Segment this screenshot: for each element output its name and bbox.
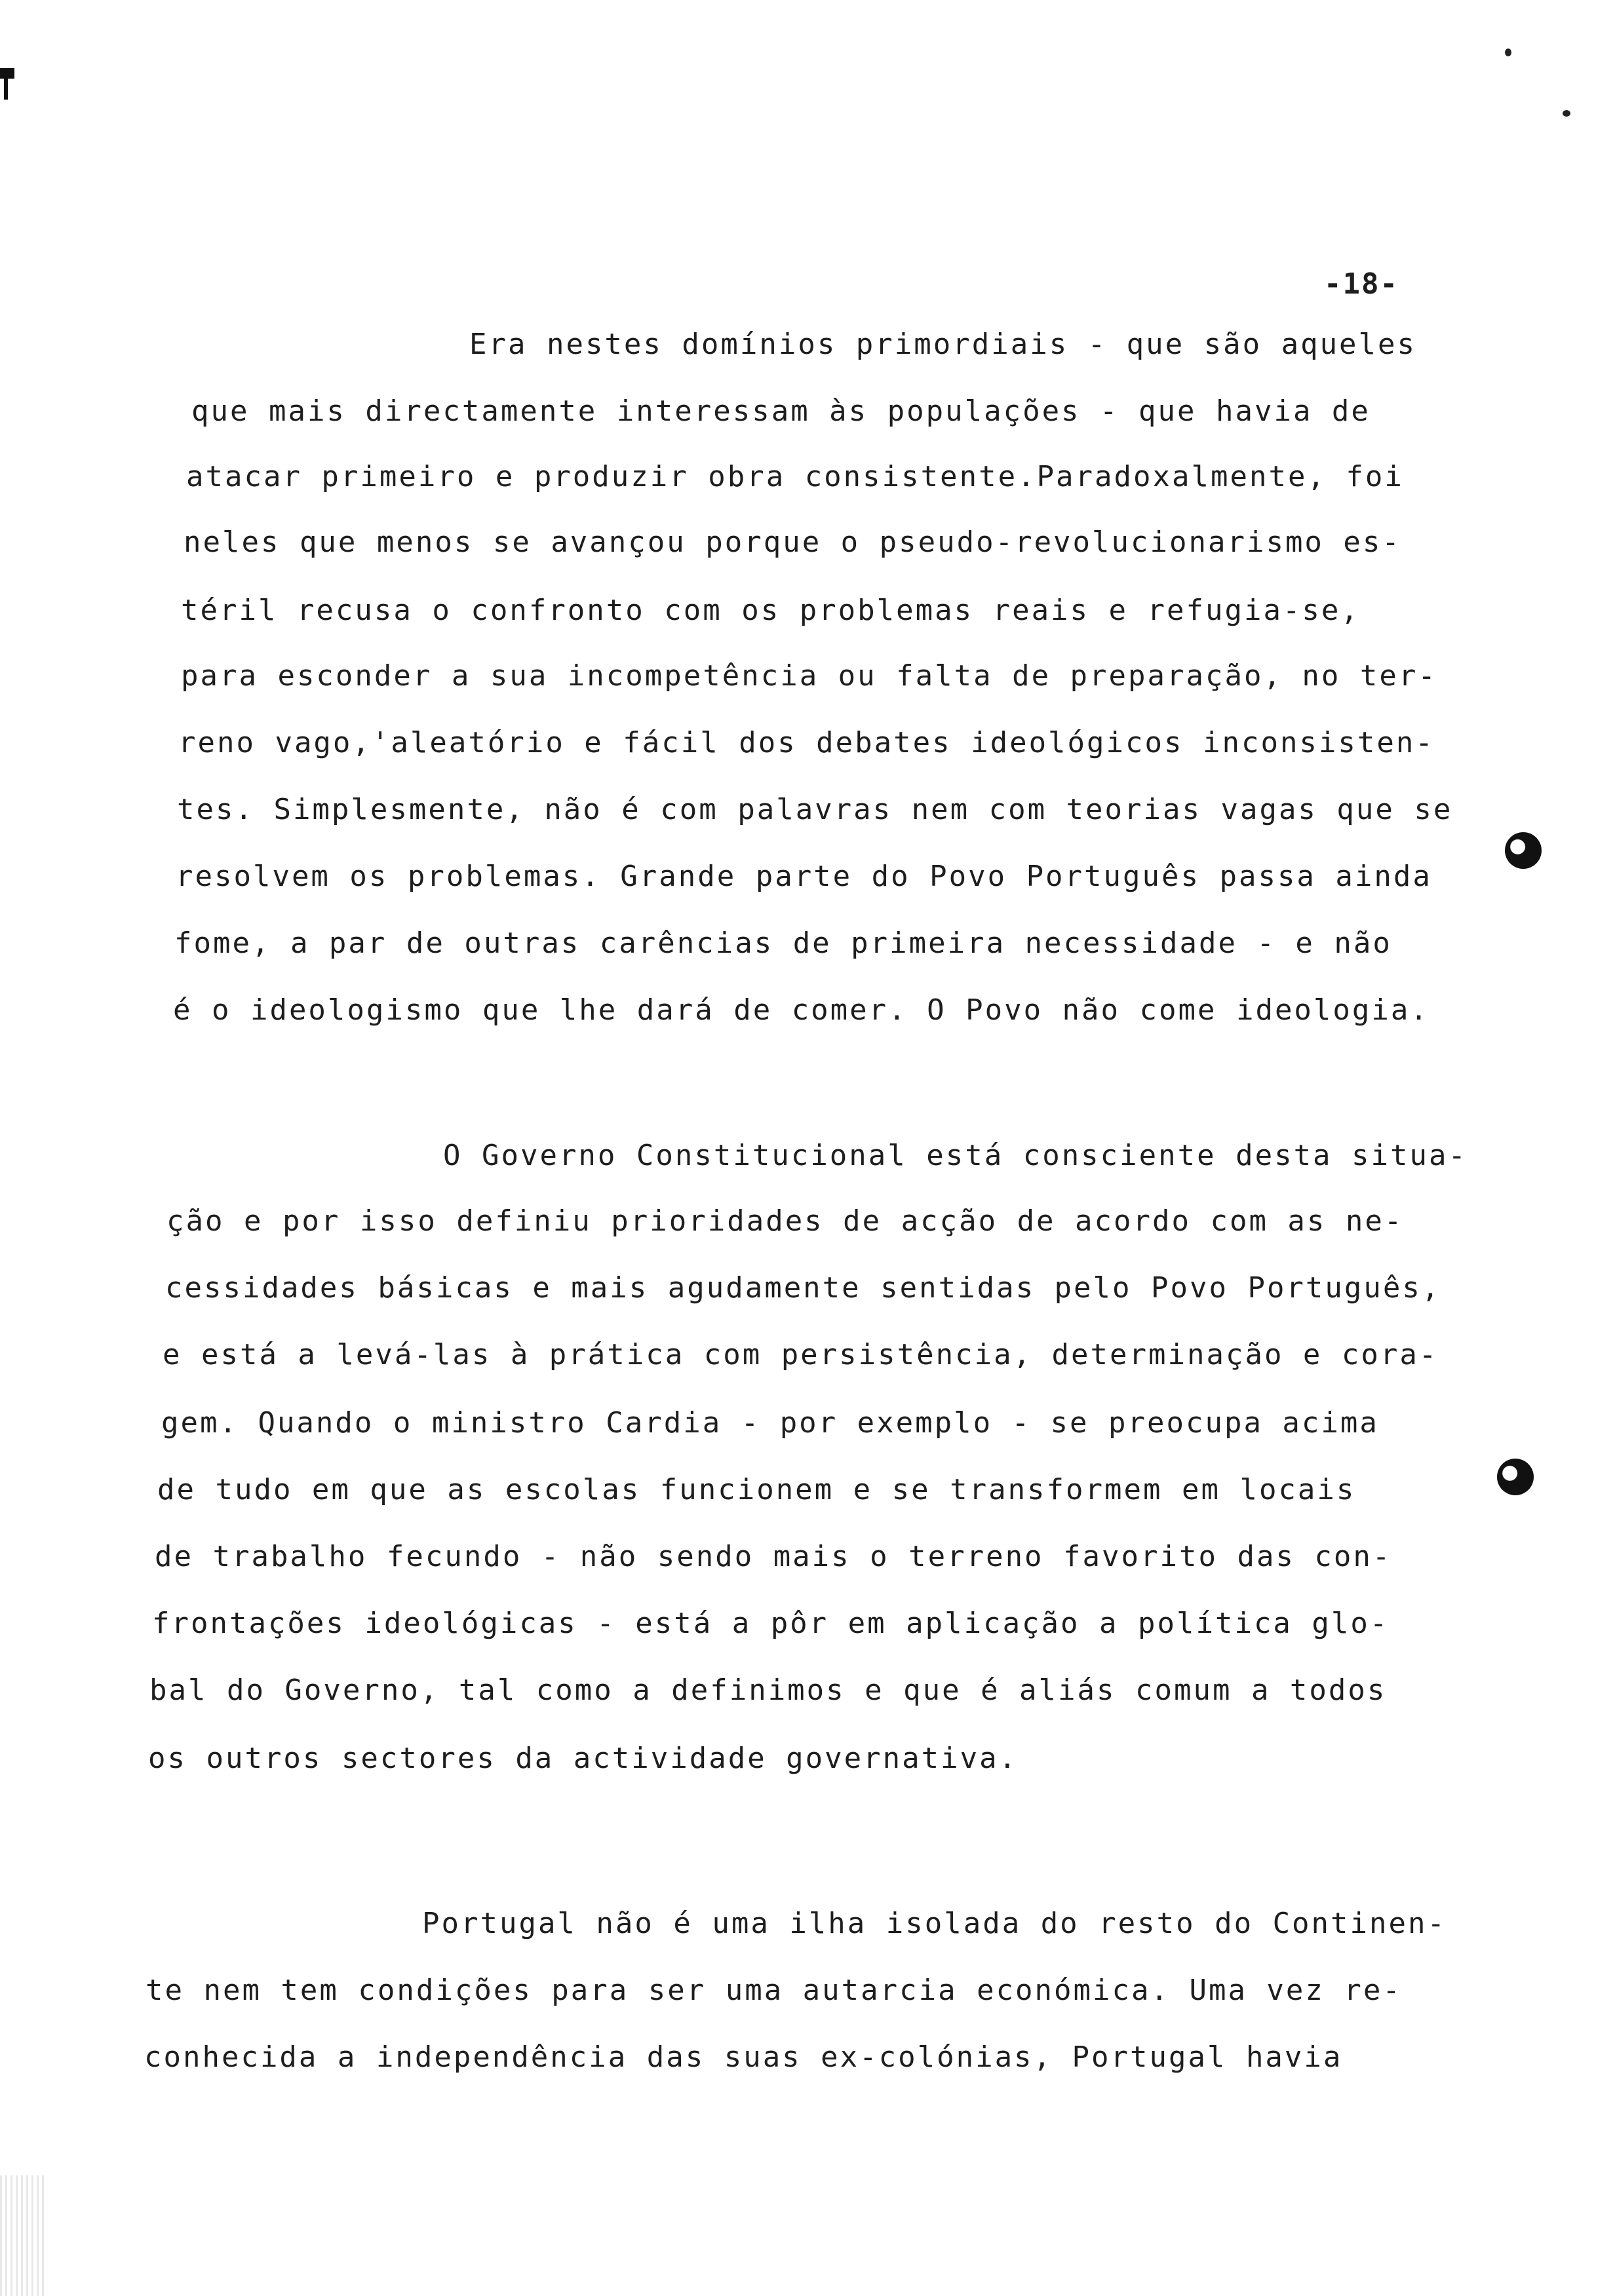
paragraph-line: reno vago,'aleatório e fácil dos debates ideológicos inconsisten- (178, 726, 1435, 759)
scan-speck (1563, 110, 1570, 117)
page-number: -18- (1324, 267, 1399, 301)
paragraph-line: te nem tem condições para ser uma autarcia económica. Uma vez re- (146, 1974, 1402, 2007)
punch-hole (1505, 832, 1542, 869)
paragraph-line: fome, a par de outras carências de primeira necessidade - e não (174, 927, 1392, 960)
paragraph-line: de tudo em que as escolas funcionem e se transformem em locais (157, 1473, 1356, 1506)
paragraph-line: cessidades básicas e mais agudamente sentidas pelo Povo Português, (165, 1271, 1441, 1305)
paragraph-line: gem. Quando o ministro Cardia - por exemplo - se preocupa acima (161, 1406, 1379, 1440)
scan-edge-shadow (0, 2175, 46, 2296)
paragraph-line: Portugal não é uma ilha isolada do resto do Continen- (422, 1907, 1447, 1940)
paragraph-line: resolvem os problemas. Grande parte do Povo Português passa ainda (176, 860, 1432, 893)
paragraph-line: O Governo Constitucional está consciente desta situa- (443, 1139, 1468, 1172)
paragraph-line: ção e por isso definiu prioridades de acção de acordo com as ne- (166, 1204, 1404, 1238)
paragraph-line: de trabalho fecundo - não sendo mais o terreno favorito das con- (155, 1540, 1392, 1573)
paragraph-line: frontações ideológicas - está a pôr em aplicação a política glo- (152, 1607, 1390, 1640)
punch-hole (1497, 1459, 1534, 1495)
paragraph-line: bal do Governo, tal como a definimos e que é aliás comum a todos (149, 1674, 1387, 1707)
scan-speck (1505, 48, 1511, 56)
paragraph-line: neles que menos se avançou porque o pseudo-revolucionarismo es- (184, 526, 1401, 559)
scan-corner-mark-tail (4, 73, 8, 100)
paragraph-line: e está a levá-las à prática com persistência, determinação e cora- (163, 1338, 1439, 1371)
paragraph-line: Era nestes domínios primordiais - que são aqueles (469, 328, 1417, 361)
paragraph-line: téril recusa o confronto com os problemas reais e refugia-se, (181, 594, 1360, 627)
paragraph-line: os outros sectores da actividade governativa. (148, 1742, 1019, 1775)
paragraph-line: para esconder a sua incompetência ou falta de preparação, no ter- (181, 659, 1437, 693)
paragraph-line: conhecida a independência das suas ex-colónias, Portugal havia (144, 2040, 1343, 2074)
paragraph-line: tes. Simplesmente, não é com palavras nem com teorias vagas que se (177, 793, 1453, 826)
paragraph-line: atacar primeiro e produzir obra consistente.Paradoxalmente, foi (186, 460, 1404, 493)
paragraph-line: é o ideologismo que lhe dará de comer. O Povo não come ideologia. (173, 993, 1430, 1027)
paragraph-line: que mais directamente interessam às populações - que havia de (191, 394, 1371, 428)
